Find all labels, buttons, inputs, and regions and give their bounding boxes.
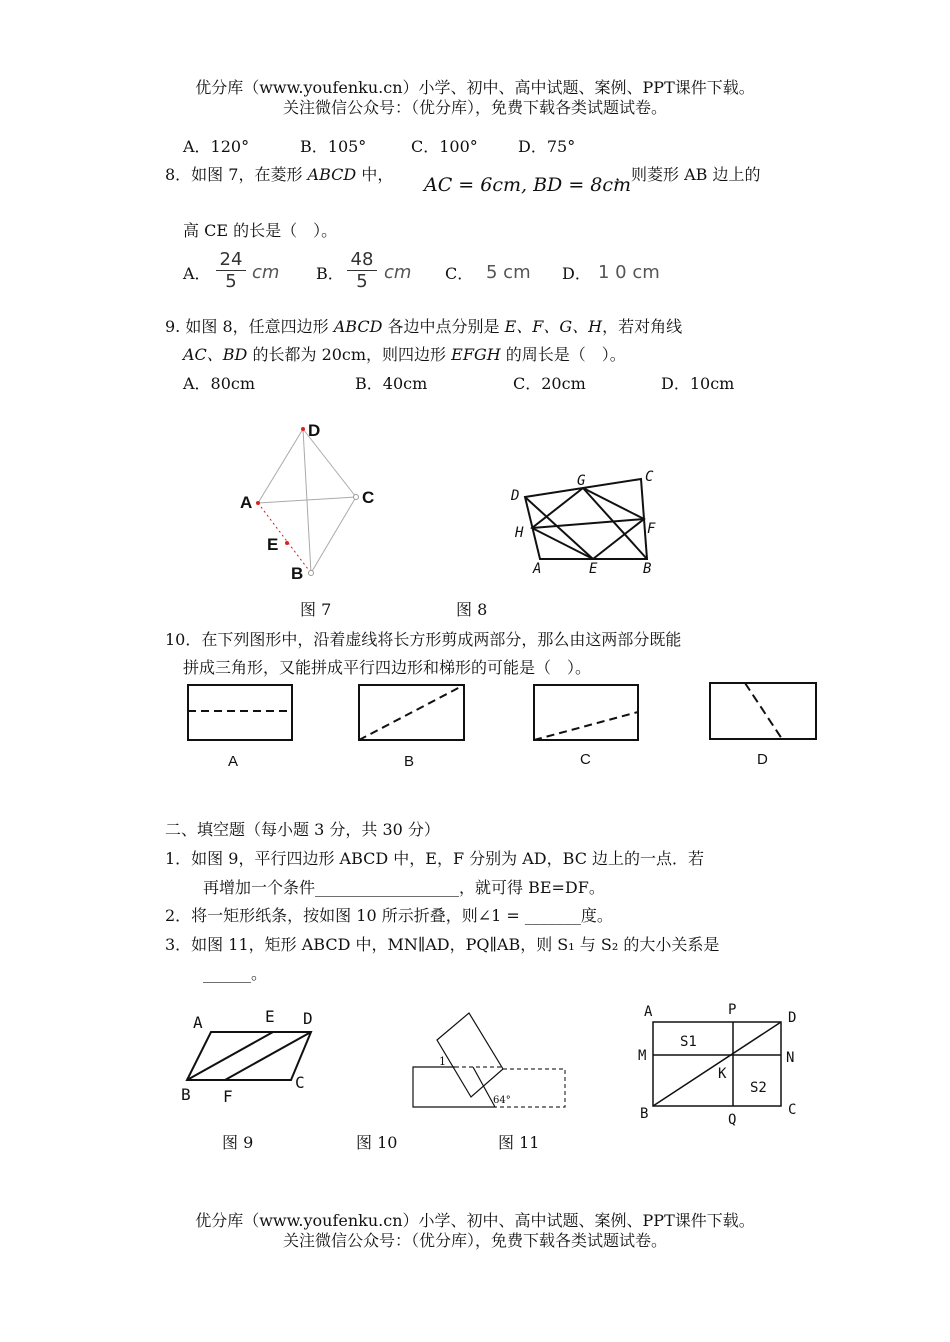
q8-option-b-fraction: $\frac{48}{5}$: [347, 249, 377, 292]
q9-text-line2: AC、BD 的长都为 20cm，则四边形 EFGH 的周长是（ ）。: [183, 345, 626, 364]
fig8-label-c: C: [645, 469, 654, 485]
fig7-label-c: C: [362, 488, 375, 507]
q8-option-a-unit: cm: [252, 262, 280, 283]
s2-q3-line1: 3．如图 11，矩形 ABCD 中，MN∥AD，PQ∥AB，则 S₁ 与 S₂ 的大小关系是: [165, 935, 720, 954]
fig9-label-e: E: [265, 1007, 275, 1026]
fig11-label-k: K: [718, 1066, 727, 1082]
q7-option-c: C．100°: [411, 137, 478, 156]
fig8-label-d: D: [511, 488, 520, 504]
q8-option-c-value: 5 cm: [486, 262, 531, 283]
figure-7-caption: 图 7: [300, 600, 332, 619]
q7-option-a: A．120°: [183, 137, 250, 156]
fig11-label-d: D: [788, 1010, 797, 1026]
fig8-label-a: A: [533, 561, 542, 577]
fig9-label-d: D: [303, 1009, 313, 1028]
q8-option-b-unit: cm: [384, 262, 412, 283]
figure-10-caption: 图 10: [356, 1133, 398, 1152]
fig8-label-g: G: [577, 473, 586, 489]
fig8-label-e: E: [589, 561, 598, 577]
fig7-label-b: B: [291, 564, 304, 583]
s2-q1-line1: 1．如图 9，平行四边形 ABCD 中，E，F 分别为 AD，BC 边上的一点．若: [165, 849, 705, 868]
fig7-label-a: A: [240, 493, 253, 512]
q8-text-line1: 8．如图 7，在菱形 ABCD 中，: [165, 165, 394, 184]
figure-11: [630, 1000, 810, 1130]
figure-7: [230, 415, 400, 590]
q8-option-a-fraction: $\frac{24}{5}$: [216, 249, 246, 292]
s2-q3-line2: ______。: [203, 964, 268, 983]
fig11-label-s2: S2: [750, 1080, 767, 1096]
fig9-label-f: F: [223, 1087, 233, 1106]
q10-text-line1: 10．在下列图形中，沿着虚线将长方形剪成两部分，那么由这两部分既能: [165, 630, 682, 649]
point-e: [285, 541, 289, 545]
fig9-label-c: C: [295, 1073, 305, 1092]
fig10-angle-64: 64°: [493, 1095, 511, 1106]
q10-rect-c: [534, 685, 638, 740]
q10-label-d: D: [757, 751, 768, 768]
q10-label-c: C: [580, 751, 591, 768]
figure-8: [505, 465, 665, 580]
q10-label-b: B: [404, 753, 415, 770]
q8-formula: AC = 6cm, BD = 8cm: [424, 174, 632, 196]
figure-9-caption: 图 9: [222, 1133, 254, 1152]
q9-text-line1: 9. 如图 8，任意四边形 ABCD 各边中点分别是 E、F、G、H，若对角线: [165, 317, 683, 336]
fig9-label-b: B: [181, 1085, 191, 1104]
section2-title: 二、填空题（每小题 3 分，共 30 分）: [165, 820, 440, 839]
q10-rect-a: [188, 685, 292, 740]
fig7-label-e: E: [267, 535, 279, 554]
figure-10: [405, 1005, 575, 1115]
fig11-label-m: M: [638, 1048, 647, 1064]
fig11-label-a: A: [644, 1004, 653, 1020]
fig11-label-q: Q: [728, 1112, 737, 1128]
q10-text-line2: 拼成三角形，又能拼成平行四边形和梯形的可能是（ ）。: [183, 658, 592, 677]
fig9-label-a: A: [193, 1013, 203, 1032]
q7-option-d: D．75°: [518, 137, 576, 156]
header-line-1: 优分库（www.youfenku.cn）小学、初中、高中试题、案例、PPT课件下载。: [195, 78, 755, 97]
q7-option-b: B．105°: [300, 137, 367, 156]
figure-8-caption: 图 8: [456, 600, 488, 619]
q8-option-c-label: C．: [445, 264, 474, 283]
q8-option-b-label: B．: [316, 264, 344, 283]
point-c: [354, 495, 359, 500]
q8-option-d-value: 1 0 cm: [598, 262, 660, 283]
header-line-2: 关注微信公众号：（优分库），免费下载各类试题试卷。: [282, 98, 667, 117]
figure-9: [175, 1000, 335, 1110]
q10-label-a: A: [228, 753, 239, 770]
fig11-label-p: P: [728, 1002, 737, 1018]
footer-line-2: 关注微信公众号：（优分库），免费下载各类试题试卷。: [282, 1231, 667, 1250]
fig11-label-c: C: [788, 1102, 797, 1118]
q9-option-a: A．80cm: [183, 374, 256, 393]
fig8-label-f: F: [647, 521, 656, 537]
q9-option-d: D．10cm: [661, 374, 735, 393]
q8-text-line2: 高 CE 的长是（ ）。: [183, 221, 338, 240]
point-a: [256, 501, 260, 505]
fig11-label-n: N: [786, 1050, 795, 1066]
q9-option-b: B．40cm: [355, 374, 428, 393]
fig11-label-b: B: [640, 1106, 649, 1122]
figure-11-caption: 图 11: [498, 1133, 540, 1152]
s2-q1-line2: 再增加一个条件__________________，就可得 BE=DF。: [203, 878, 605, 897]
q9-option-c: C．20cm: [513, 374, 586, 393]
q10-options-figures: [180, 675, 830, 775]
fig11-label-s1: S1: [680, 1034, 697, 1050]
fig7-label-d: D: [308, 421, 321, 440]
point-b: [309, 571, 314, 576]
fig8-label-h: H: [515, 525, 524, 541]
q8-option-d-label: D．: [562, 264, 591, 283]
fig10-angle-1: 1: [439, 1055, 446, 1068]
s2-q2: 2．将一矩形纸条，按如图 10 所示折叠，则∠1 = _______度。: [165, 906, 613, 925]
point-d: [301, 427, 305, 431]
fig8-label-b: B: [643, 561, 652, 577]
footer-line-1: 优分库（www.youfenku.cn）小学、初中、高中试题、案例、PPT课件下载。: [195, 1211, 755, 1230]
q8-option-a-label: A．: [183, 264, 211, 283]
q8-text-tail: ，则菱形 AB 边上的: [615, 165, 761, 184]
